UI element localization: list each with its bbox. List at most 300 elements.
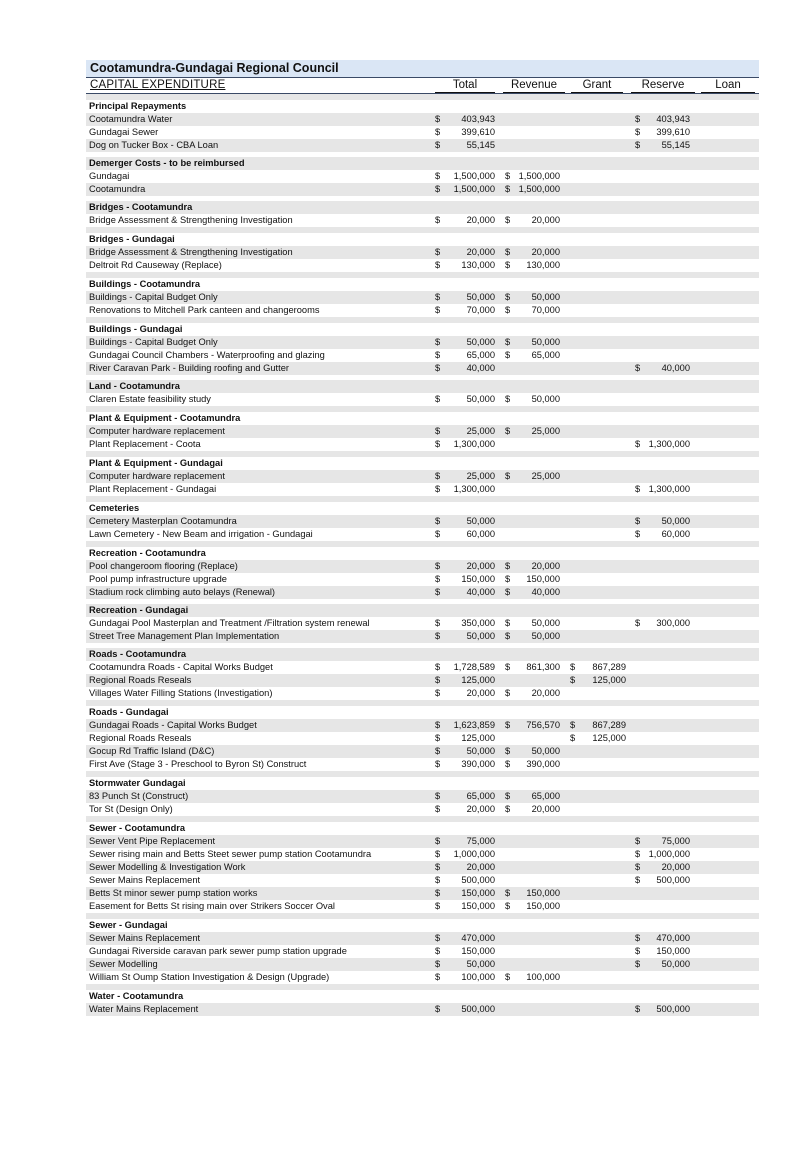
capital-expenditure-sheet xyxy=(86,60,759,1021)
reserve-value: 1,300,000 xyxy=(648,439,690,449)
item-label: Cootamundra xyxy=(89,184,146,194)
total-value: 403,943 xyxy=(461,114,495,124)
currency-symbol: $ xyxy=(435,305,441,315)
table-row xyxy=(86,573,759,586)
currency-symbol: $ xyxy=(635,1004,641,1014)
total-value: 399,610 xyxy=(461,127,495,137)
currency-symbol: $ xyxy=(435,720,441,730)
currency-symbol: $ xyxy=(435,688,441,698)
section-title: Land - Cootamundra xyxy=(89,381,180,391)
currency-symbol: $ xyxy=(505,426,511,436)
currency-symbol: $ xyxy=(435,804,441,814)
section-title: Buildings - Gundagai xyxy=(89,324,183,334)
currency-symbol: $ xyxy=(435,292,441,302)
table-row xyxy=(86,560,759,573)
currency-symbol: $ xyxy=(570,720,576,730)
section-title: Cemeteries xyxy=(89,503,140,513)
spacer-row xyxy=(86,1016,759,1021)
reserve-value: 40,000 xyxy=(661,363,690,373)
currency-symbol: $ xyxy=(505,618,511,628)
grant-value: 867,289 xyxy=(592,662,626,672)
currency-symbol: $ xyxy=(505,350,511,360)
total-value: 50,000 xyxy=(466,746,495,756)
section-header xyxy=(86,547,759,560)
section-header xyxy=(86,919,759,932)
currency-symbol: $ xyxy=(505,688,511,698)
item-label: Betts St minor sewer pump station works xyxy=(89,888,258,898)
currency-symbol: $ xyxy=(435,114,441,124)
table-row xyxy=(86,661,759,674)
revenue-value: 65,000 xyxy=(531,791,560,801)
total-value: 500,000 xyxy=(461,1004,495,1014)
currency-symbol: $ xyxy=(570,675,576,685)
currency-symbol: $ xyxy=(435,888,441,898)
currency-symbol: $ xyxy=(505,759,511,769)
section-title: Plant & Equipment - Gundagai xyxy=(89,458,223,468)
currency-symbol: $ xyxy=(635,933,641,943)
currency-symbol: $ xyxy=(435,127,441,137)
revenue-value: 1,500,000 xyxy=(518,171,560,181)
revenue-value: 150,000 xyxy=(526,888,560,898)
table-row xyxy=(86,393,759,406)
expenditure-rows xyxy=(86,94,759,1021)
currency-symbol: $ xyxy=(435,662,441,672)
revenue-value: 50,000 xyxy=(531,394,560,404)
section-header xyxy=(86,990,759,1003)
revenue-value: 40,000 xyxy=(531,587,560,597)
currency-symbol: $ xyxy=(435,901,441,911)
table-row xyxy=(86,349,759,362)
table-row xyxy=(86,336,759,349)
section-header xyxy=(86,278,759,291)
currency-symbol: $ xyxy=(435,946,441,956)
currency-symbol: $ xyxy=(435,875,441,885)
section-title: Recreation - Cootamundra xyxy=(89,548,206,558)
revenue-value: 390,000 xyxy=(526,759,560,769)
total-value: 125,000 xyxy=(461,733,495,743)
reserve-value: 470,000 xyxy=(656,933,690,943)
section-header xyxy=(86,412,759,425)
item-label: Easement for Betts St rising main over Strikers Soccer Oval xyxy=(89,901,335,911)
total-value: 50,000 xyxy=(466,394,495,404)
item-label: First Ave (Stage 3 - Preschool to Byron St) Construct xyxy=(89,759,307,769)
currency-symbol: $ xyxy=(570,733,576,743)
table-row xyxy=(86,438,759,451)
table-row xyxy=(86,835,759,848)
currency-symbol: $ xyxy=(635,849,641,859)
section-header xyxy=(86,100,759,113)
column-grant: Grant xyxy=(571,79,623,93)
section-header xyxy=(86,380,759,393)
total-value: 1,300,000 xyxy=(453,439,495,449)
table-row xyxy=(86,900,759,913)
currency-symbol: $ xyxy=(570,662,576,672)
item-label: Gundagai Roads - Capital Works Budget xyxy=(89,720,257,730)
table-row xyxy=(86,214,759,227)
table-row xyxy=(86,126,759,139)
item-label: Sewer Vent Pipe Replacement xyxy=(89,836,216,846)
reserve-value: 1,300,000 xyxy=(648,484,690,494)
currency-symbol: $ xyxy=(505,587,511,597)
total-value: 25,000 xyxy=(466,471,495,481)
item-label: Gundagai Sewer xyxy=(89,127,159,137)
item-label: Cemetery Masterplan Cootamundra xyxy=(89,516,237,526)
table-row xyxy=(86,246,759,259)
currency-symbol: $ xyxy=(505,471,511,481)
section-title: Plant & Equipment - Cootamundra xyxy=(89,413,241,423)
total-value: 1,300,000 xyxy=(453,484,495,494)
currency-symbol: $ xyxy=(635,140,641,150)
grant-value: 125,000 xyxy=(592,675,626,685)
currency-symbol: $ xyxy=(505,662,511,672)
table-row xyxy=(86,139,759,152)
table-row xyxy=(86,719,759,732)
total-value: 150,000 xyxy=(461,574,495,584)
currency-symbol: $ xyxy=(435,363,441,373)
total-value: 130,000 xyxy=(461,260,495,270)
reserve-value: 20,000 xyxy=(661,862,690,872)
currency-symbol: $ xyxy=(505,184,511,194)
revenue-value: 50,000 xyxy=(531,618,560,628)
table-row xyxy=(86,932,759,945)
item-label: Gundagai Council Chambers - Waterproofing and glazing xyxy=(89,350,325,360)
currency-symbol: $ xyxy=(435,849,441,859)
currency-symbol: $ xyxy=(635,836,641,846)
item-label: Buildings - Capital Budget Only xyxy=(89,292,218,302)
section-header xyxy=(86,706,759,719)
currency-symbol: $ xyxy=(435,862,441,872)
currency-symbol: $ xyxy=(435,759,441,769)
currency-symbol: $ xyxy=(435,350,441,360)
section-header xyxy=(86,502,759,515)
table-row xyxy=(86,790,759,803)
currency-symbol: $ xyxy=(505,171,511,181)
section-title: Principal Repayments xyxy=(89,101,187,111)
revenue-value: 70,000 xyxy=(531,305,560,315)
revenue-value: 50,000 xyxy=(531,292,560,302)
total-value: 50,000 xyxy=(466,292,495,302)
total-value: 40,000 xyxy=(466,363,495,373)
section-header xyxy=(86,648,759,661)
item-label: Villages Water Filling Stations (Investigation) xyxy=(89,688,273,698)
revenue-value: 150,000 xyxy=(526,901,560,911)
reserve-value: 1,000,000 xyxy=(648,849,690,859)
total-value: 390,000 xyxy=(461,759,495,769)
section-header xyxy=(86,457,759,470)
total-value: 1,500,000 xyxy=(453,184,495,194)
currency-symbol: $ xyxy=(505,972,511,982)
currency-symbol: $ xyxy=(505,247,511,257)
section-header xyxy=(86,233,759,246)
reserve-value: 150,000 xyxy=(656,946,690,956)
total-value: 1,728,589 xyxy=(453,662,495,672)
currency-symbol: $ xyxy=(435,426,441,436)
total-value: 20,000 xyxy=(466,215,495,225)
item-label: Sewer Modelling xyxy=(89,959,158,969)
reserve-value: 60,000 xyxy=(661,529,690,539)
table-row xyxy=(86,170,759,183)
revenue-value: 1,500,000 xyxy=(518,184,560,194)
column-loan: Loan xyxy=(701,79,755,93)
revenue-value: 150,000 xyxy=(526,574,560,584)
total-value: 50,000 xyxy=(466,337,495,347)
total-value: 65,000 xyxy=(466,791,495,801)
item-label: Deltroit Rd Causeway (Replace) xyxy=(89,260,222,270)
item-label: Stadium rock climbing auto belays (Renewal) xyxy=(89,587,276,597)
currency-symbol: $ xyxy=(635,439,641,449)
item-label: Cootamundra Water xyxy=(89,114,173,124)
item-label: Buildings - Capital Budget Only xyxy=(89,337,218,347)
reserve-value: 50,000 xyxy=(661,516,690,526)
revenue-value: 20,000 xyxy=(531,688,560,698)
table-row xyxy=(86,745,759,758)
item-label: Cootamundra Roads - Capital Works Budget xyxy=(89,662,273,672)
table-row xyxy=(86,259,759,272)
revenue-value: 130,000 xyxy=(526,260,560,270)
total-value: 125,000 xyxy=(461,675,495,685)
column-revenue: Revenue xyxy=(503,79,565,93)
total-value: 70,000 xyxy=(466,305,495,315)
section-title: Water - Cootamundra xyxy=(89,991,184,1001)
table-row xyxy=(86,528,759,541)
total-value: 1,623,859 xyxy=(453,720,495,730)
section-header xyxy=(86,604,759,617)
currency-symbol: $ xyxy=(435,215,441,225)
currency-symbol: $ xyxy=(435,675,441,685)
item-label: Gundagai xyxy=(89,171,130,181)
currency-symbol: $ xyxy=(435,933,441,943)
revenue-value: 756,570 xyxy=(526,720,560,730)
table-row xyxy=(86,470,759,483)
currency-symbol: $ xyxy=(435,439,441,449)
table-row xyxy=(86,425,759,438)
currency-symbol: $ xyxy=(435,618,441,628)
currency-symbol: $ xyxy=(435,529,441,539)
currency-symbol: $ xyxy=(505,901,511,911)
currency-symbol: $ xyxy=(435,836,441,846)
currency-symbol: $ xyxy=(435,247,441,257)
currency-symbol: $ xyxy=(435,516,441,526)
revenue-value: 25,000 xyxy=(531,471,560,481)
table-row xyxy=(86,861,759,874)
revenue-value: 50,000 xyxy=(531,337,560,347)
item-label: Gundagai Pool Masterplan and Treatment /Filtration system renewal xyxy=(89,618,370,628)
item-label: Sewer Mains Replacement xyxy=(89,933,201,943)
total-value: 25,000 xyxy=(466,426,495,436)
item-label: Regional Roads Reseals xyxy=(89,733,192,743)
total-value: 150,000 xyxy=(461,901,495,911)
revenue-value: 20,000 xyxy=(531,247,560,257)
item-label: Lawn Cemetery - New Beam and irrigation - Gundagai xyxy=(89,529,313,539)
table-row xyxy=(86,887,759,900)
total-value: 50,000 xyxy=(466,959,495,969)
total-value: 20,000 xyxy=(466,561,495,571)
table-row xyxy=(86,183,759,196)
table-row xyxy=(86,687,759,700)
table-row xyxy=(86,630,759,643)
total-value: 350,000 xyxy=(461,618,495,628)
section-header xyxy=(86,777,759,790)
total-value: 150,000 xyxy=(461,888,495,898)
item-label: Dog on Tucker Box - CBA Loan xyxy=(89,140,219,150)
currency-symbol: $ xyxy=(435,972,441,982)
section-title: Sewer - Gundagai xyxy=(89,920,168,930)
currency-symbol: $ xyxy=(635,875,641,885)
total-value: 20,000 xyxy=(466,862,495,872)
item-label: Water Mains Replacement xyxy=(89,1004,199,1014)
item-label: River Caravan Park - Building roofing and Gutter xyxy=(89,363,289,373)
grant-value: 125,000 xyxy=(592,733,626,743)
section-title: Recreation - Gundagai xyxy=(89,605,189,615)
total-value: 65,000 xyxy=(466,350,495,360)
section-header xyxy=(86,323,759,336)
section-title: Roads - Gundagai xyxy=(89,707,169,717)
currency-symbol: $ xyxy=(505,260,511,270)
total-value: 20,000 xyxy=(466,688,495,698)
table-row xyxy=(86,803,759,816)
currency-symbol: $ xyxy=(435,631,441,641)
total-value: 1,500,000 xyxy=(453,171,495,181)
revenue-value: 65,000 xyxy=(531,350,560,360)
total-value: 1,000,000 xyxy=(453,849,495,859)
currency-symbol: $ xyxy=(635,484,641,494)
item-label: Sewer Mains Replacement xyxy=(89,875,201,885)
currency-symbol: $ xyxy=(435,746,441,756)
item-label: Pool changeroom flooring (Replace) xyxy=(89,561,238,571)
reserve-value: 50,000 xyxy=(661,959,690,969)
table-row xyxy=(86,291,759,304)
item-label: Tor St (Design Only) xyxy=(89,804,173,814)
table-row xyxy=(86,732,759,745)
table-row xyxy=(86,971,759,984)
currency-symbol: $ xyxy=(505,292,511,302)
reserve-value: 403,943 xyxy=(656,114,690,124)
item-label: Bridge Assessment & Strengthening Investigation xyxy=(89,247,293,257)
table-row xyxy=(86,674,759,687)
item-label: Computer hardware replacement xyxy=(89,426,225,436)
currency-symbol: $ xyxy=(505,574,511,584)
currency-symbol: $ xyxy=(435,733,441,743)
currency-symbol: $ xyxy=(435,1004,441,1014)
section-header xyxy=(86,822,759,835)
table-row xyxy=(86,758,759,771)
section-title: Stormwater Gundagai xyxy=(89,778,186,788)
revenue-value: 50,000 xyxy=(531,746,560,756)
section-title: Roads - Cootamundra xyxy=(89,649,187,659)
item-label: Plant Replacement - Coota xyxy=(89,439,201,449)
currency-symbol: $ xyxy=(635,946,641,956)
table-row xyxy=(86,304,759,317)
reserve-value: 399,610 xyxy=(656,127,690,137)
revenue-value: 861,300 xyxy=(526,662,560,672)
currency-symbol: $ xyxy=(435,791,441,801)
item-label: Plant Replacement - Gundagai xyxy=(89,484,217,494)
section-title: Sewer - Cootamundra xyxy=(89,823,186,833)
table-row xyxy=(86,945,759,958)
reserve-value: 55,145 xyxy=(661,140,690,150)
table-row xyxy=(86,617,759,630)
column-reserve: Reserve xyxy=(631,79,695,93)
total-value: 100,000 xyxy=(461,972,495,982)
table-row xyxy=(86,958,759,971)
item-label: Renovations to Mitchell Park canteen and changerooms xyxy=(89,305,320,315)
table-row xyxy=(86,515,759,528)
revenue-value: 100,000 xyxy=(526,972,560,982)
item-label: Computer hardware replacement xyxy=(89,471,225,481)
item-label: Bridge Assessment & Strengthening Investigation xyxy=(89,215,293,225)
currency-symbol: $ xyxy=(435,574,441,584)
total-value: 55,145 xyxy=(466,140,495,150)
currency-symbol: $ xyxy=(635,363,641,373)
table-row xyxy=(86,1003,759,1016)
currency-symbol: $ xyxy=(635,127,641,137)
revenue-value: 20,000 xyxy=(531,561,560,571)
currency-symbol: $ xyxy=(635,516,641,526)
section-title: Demerger Costs - to be reimbursed xyxy=(89,158,245,168)
section-header xyxy=(86,201,759,214)
currency-symbol: $ xyxy=(505,561,511,571)
currency-symbol: $ xyxy=(435,587,441,597)
item-label: Pool pump infrastructure upgrade xyxy=(89,574,227,584)
item-label: Claren Estate feasibility study xyxy=(89,394,211,404)
item-label: Regional Roads Reseals xyxy=(89,675,192,685)
total-value: 50,000 xyxy=(466,516,495,526)
currency-symbol: $ xyxy=(435,260,441,270)
currency-symbol: $ xyxy=(435,394,441,404)
currency-symbol: $ xyxy=(635,618,641,628)
currency-symbol: $ xyxy=(435,337,441,347)
currency-symbol: $ xyxy=(435,140,441,150)
table-row xyxy=(86,848,759,861)
currency-symbol: $ xyxy=(505,746,511,756)
currency-symbol: $ xyxy=(505,305,511,315)
reserve-value: 75,000 xyxy=(661,836,690,846)
section-title: Bridges - Gundagai xyxy=(89,234,175,244)
currency-symbol: $ xyxy=(505,337,511,347)
total-value: 500,000 xyxy=(461,875,495,885)
revenue-value: 20,000 xyxy=(531,215,560,225)
column-header-row xyxy=(86,77,759,94)
currency-symbol: $ xyxy=(505,394,511,404)
section-title: Buildings - Cootamundra xyxy=(89,279,201,289)
item-label: Gocup Rd Traffic Island (D&C) xyxy=(89,746,215,756)
council-title: Cootamundra-Gundagai Regional Council xyxy=(86,60,759,77)
total-value: 20,000 xyxy=(466,247,495,257)
currency-symbol: $ xyxy=(435,184,441,194)
currency-symbol: $ xyxy=(635,862,641,872)
reserve-value: 500,000 xyxy=(656,875,690,885)
item-label: Gundagai Riverside caravan park sewer pump station upgrade xyxy=(89,946,347,956)
section-header xyxy=(86,157,759,170)
table-row xyxy=(86,874,759,887)
currency-symbol: $ xyxy=(435,171,441,181)
currency-symbol: $ xyxy=(505,888,511,898)
revenue-value: 50,000 xyxy=(531,631,560,641)
table-row xyxy=(86,586,759,599)
total-value: 470,000 xyxy=(461,933,495,943)
reserve-value: 500,000 xyxy=(656,1004,690,1014)
currency-symbol: $ xyxy=(435,561,441,571)
total-value: 40,000 xyxy=(466,587,495,597)
revenue-value: 25,000 xyxy=(531,426,560,436)
currency-symbol: $ xyxy=(505,791,511,801)
column-total: Total xyxy=(435,79,495,93)
table-row xyxy=(86,113,759,126)
table-row xyxy=(86,483,759,496)
item-label: William St Oump Station Investigation & Design (Upgrade) xyxy=(89,972,330,982)
total-value: 50,000 xyxy=(466,631,495,641)
total-value: 20,000 xyxy=(466,804,495,814)
